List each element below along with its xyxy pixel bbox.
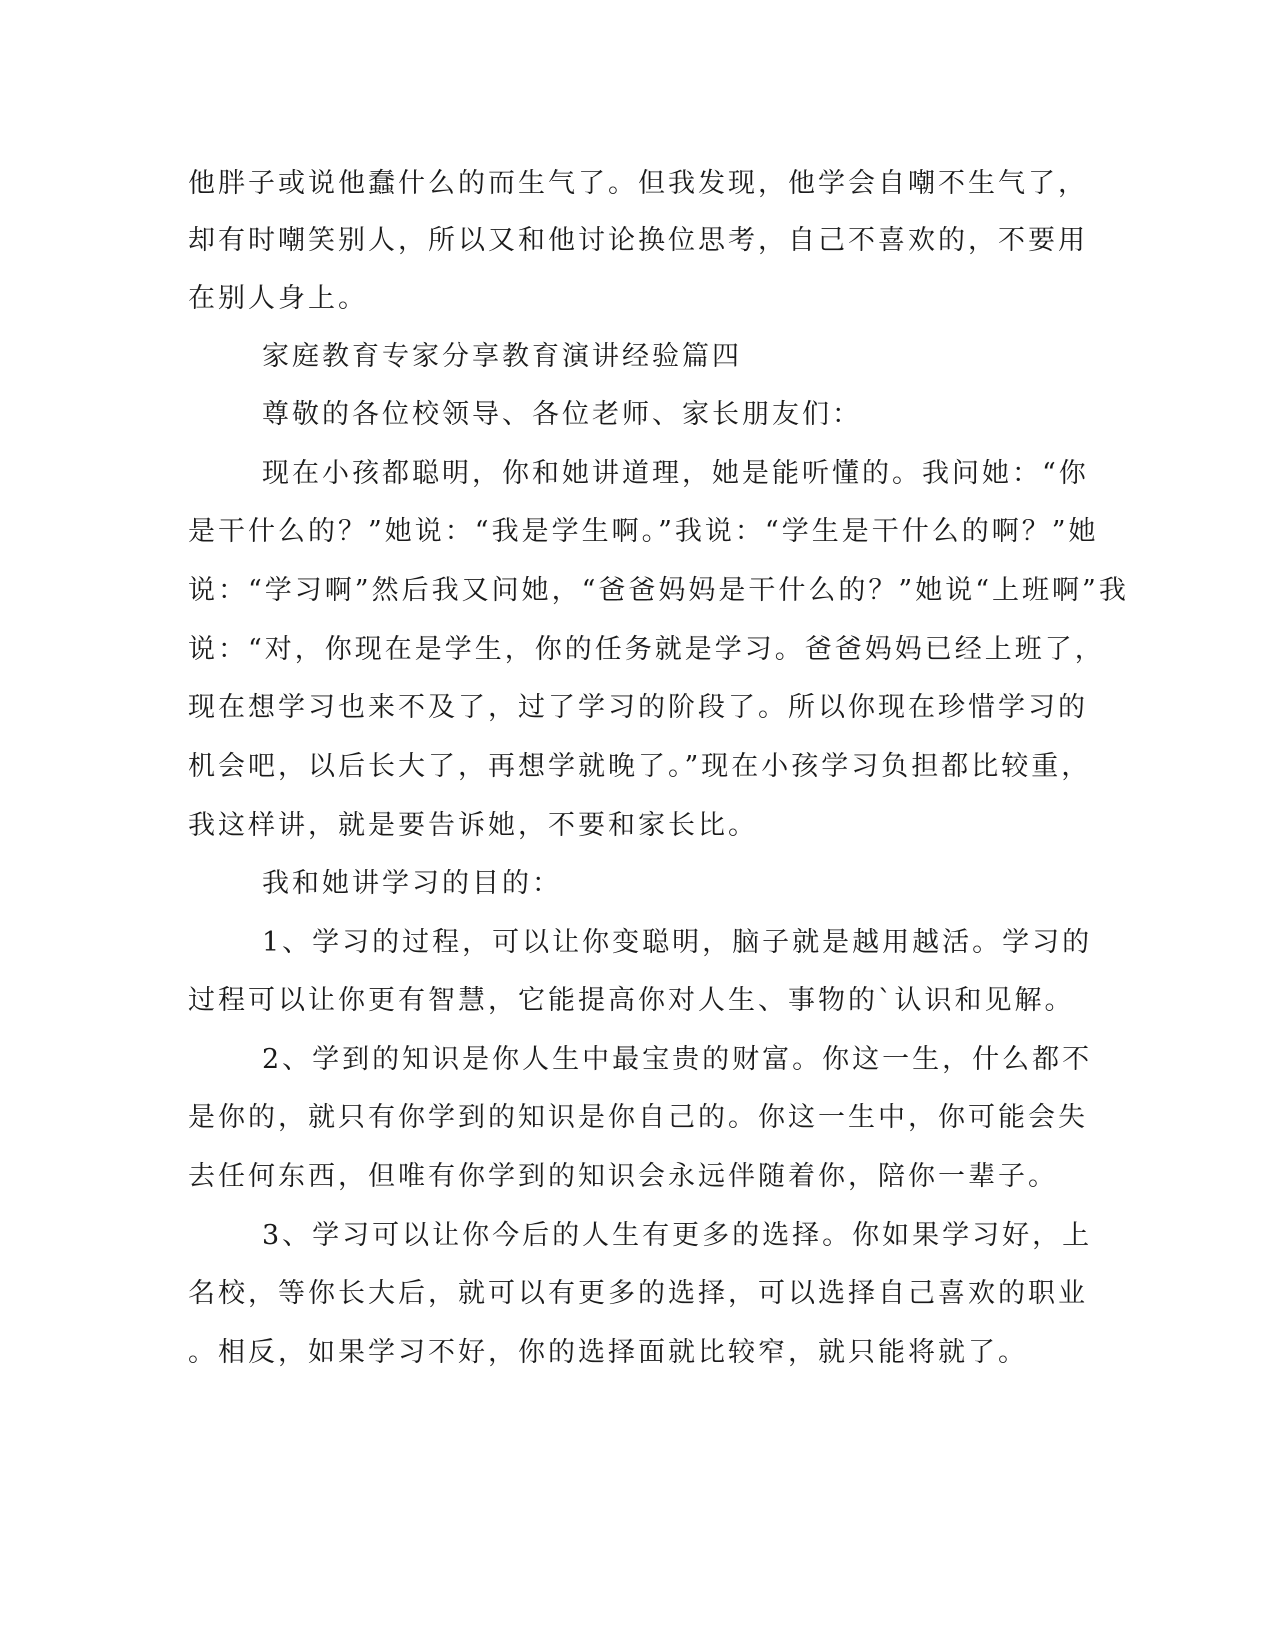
list-item-1: 1、学习的过程，可以让你变聪明，脑子就是越用越活。学习的: [262, 927, 1093, 958]
text-line: 是你的，就只有你学到的知识是你自己的。你这一生中，你可能会失: [188, 1102, 1088, 1133]
text-line: 机会吧，以后长大了，再想学就晚了。”现在小孩学习负担都比较重，: [188, 751, 1092, 782]
text-line: 名校，等你长大后，就可以有更多的选择，可以选择自己喜欢的职业: [188, 1278, 1088, 1309]
text-line: 却有时嘲笑别人，所以又和他讨论换位思考，自己不喜欢的，不要用: [188, 225, 1088, 256]
text-line: 是干什么的？”她说：“我是学生啊。”我说：“学生是干什么的啊？”她: [188, 516, 1099, 547]
text-line: 他胖子或说他蠢什么的而生气了。但我发现，他学会自嘲不生气了，: [188, 168, 1088, 199]
text-line: 说：“对，你现在是学生，你的任务就是学习。爸爸妈妈已经上班了，: [188, 634, 1105, 665]
text-line: 说：“学习啊”然后我又问她，“爸爸妈妈是干什么的？”她说“上班啊”我: [188, 575, 1129, 606]
text-line: 。相反，如果学习不好，你的选择面就比较窄，就只能将就了。: [188, 1337, 1028, 1368]
text-line: 去任何东西，但唯有你学到的知识会永远伴随着你，陪你一辈子。: [188, 1161, 1058, 1192]
salutation: 尊敬的各位校领导、各位老师、家长朋友们：: [262, 399, 862, 430]
list-item-2: 2、学到的知识是你人生中最宝贵的财富。你这一生，什么都不: [262, 1044, 1093, 1075]
section-heading: 家庭教育专家分享教育演讲经验篇四: [262, 341, 742, 372]
text-line: 过程可以让你更有智慧，它能提高你对人生、事物的`认识和见解。: [188, 985, 1075, 1016]
text-line: 现在想学习也来不及了，过了学习的阶段了。所以你现在珍惜学习的: [188, 692, 1088, 723]
list-item-3: 3、学习可以让你今后的人生有更多的选择。你如果学习好，上: [262, 1220, 1093, 1251]
text-line: 在别人身上。: [188, 283, 368, 314]
text-line: 我和她讲学习的目的：: [262, 868, 562, 899]
text-line: 现在小孩都聪明，你和她讲道理，她是能听懂的。我问她：“你: [262, 458, 1089, 489]
text-line: 我这样讲，就是要告诉她，不要和家长比。: [188, 810, 758, 841]
